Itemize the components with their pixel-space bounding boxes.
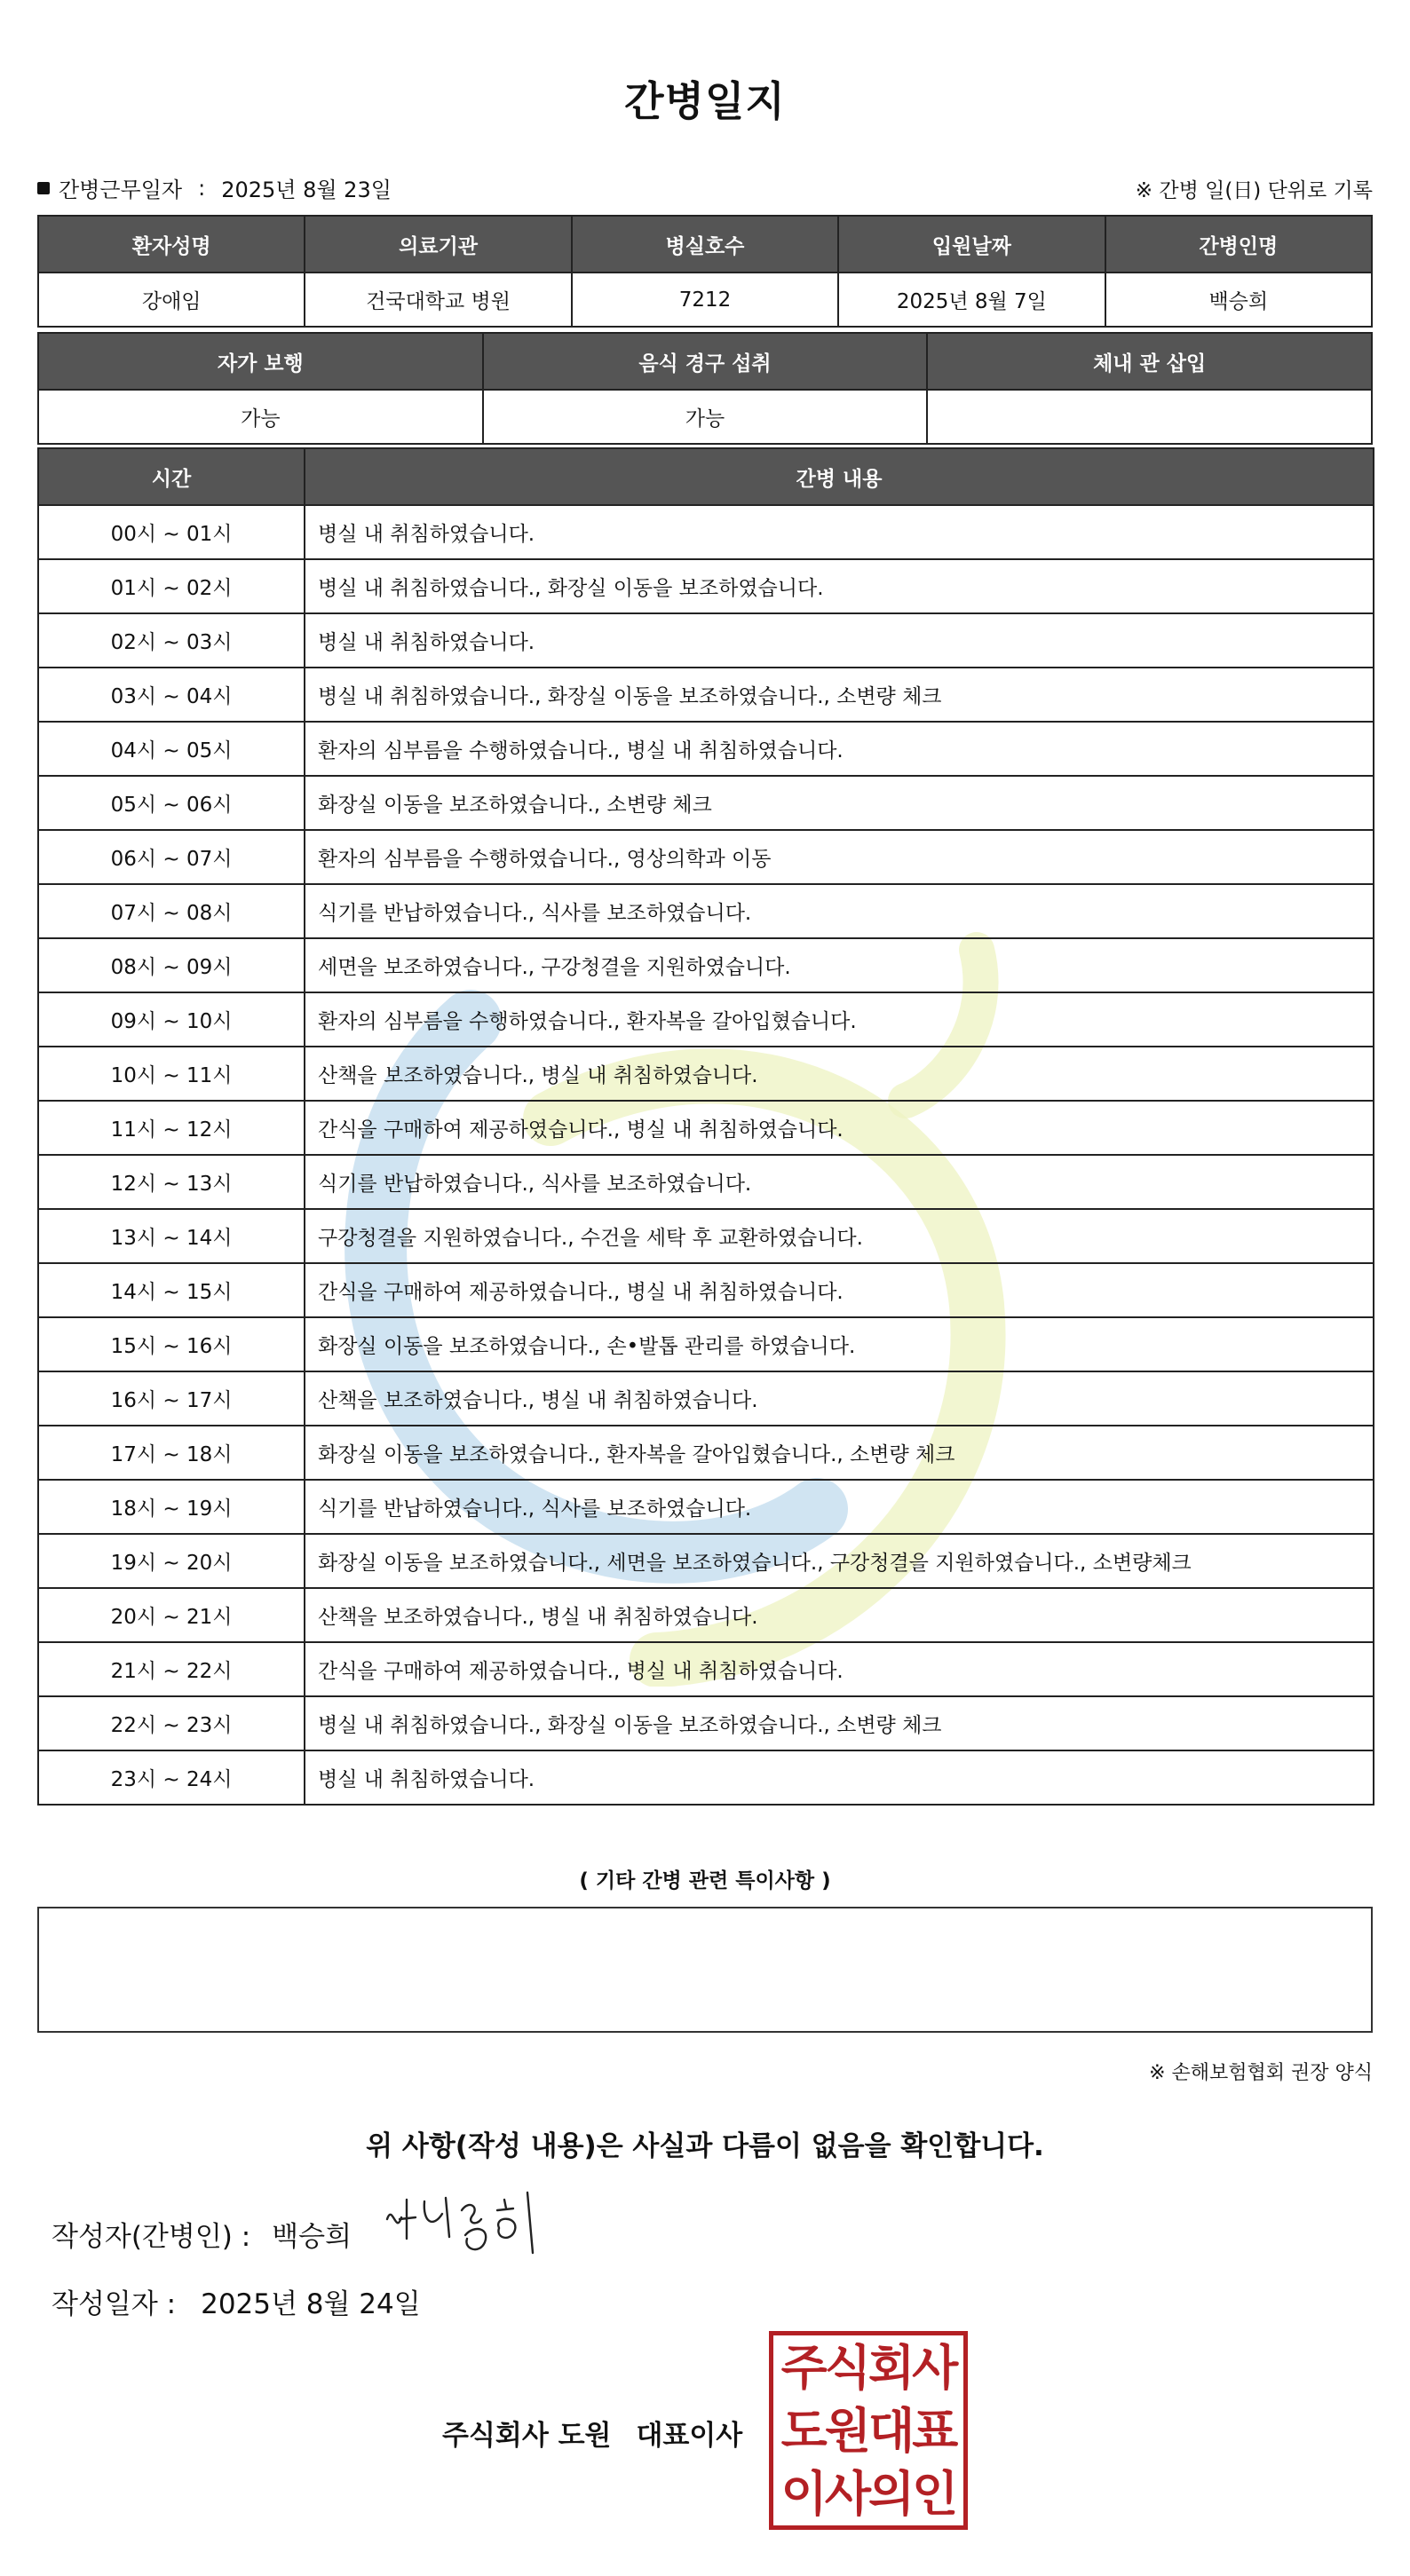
time-cell: 00시 ~ 01시	[38, 505, 305, 559]
time-cell: 01시 ~ 02시	[38, 559, 305, 613]
oral-intake-value: 가능	[483, 390, 928, 444]
room-number: 7212	[572, 273, 838, 327]
table-row	[38, 1047, 1374, 1101]
admission-date: 2025년 8월 7일	[838, 273, 1105, 327]
table-row	[38, 1263, 1374, 1317]
table-header-row	[38, 448, 1374, 505]
time-cell: 09시 ~ 10시	[38, 992, 305, 1047]
time-cell: 20시 ~ 21시	[38, 1588, 305, 1642]
separator: :	[198, 175, 206, 201]
table-row	[38, 884, 1374, 938]
table-row	[38, 668, 1374, 722]
notes-box	[37, 1907, 1373, 2033]
document-title: 간병일지	[624, 77, 786, 125]
unit-note: ※ 간병 일(日) 단위로 기록	[1135, 179, 1373, 202]
time-cell: 17시 ~ 18시	[38, 1426, 305, 1480]
care-content-cell: 간식을 구매하여 제공하였습니다., 병실 내 취침하였습니다.	[305, 1642, 1374, 1696]
care-content-cell: 세면을 보조하였습니다., 구강청결을 지원하였습니다.	[305, 938, 1374, 992]
care-log-table	[37, 447, 1374, 1806]
table-row	[38, 559, 1374, 613]
table-header-row	[38, 333, 1372, 390]
care-content-cell: 환자의 심부름을 수행하였습니다., 영상의학과 이동	[305, 830, 1374, 884]
table-row	[38, 938, 1374, 992]
header-oral-intake: 음식 경구 섭취	[483, 333, 928, 390]
confirmation-statement: 위 사항(작성 내용)은 사실과 다름이 없음을 확인합니다.	[366, 2130, 1044, 2162]
time-cell: 18시 ~ 19시	[38, 1480, 305, 1534]
care-content-cell: 산책을 보조하였습니다., 병실 내 취침하였습니다.	[305, 1371, 1374, 1426]
header-time: 시간	[38, 448, 305, 505]
time-cell: 14시 ~ 15시	[38, 1263, 305, 1317]
time-cell: 04시 ~ 05시	[38, 722, 305, 776]
care-content-cell: 화장실 이동을 보조하였습니다., 세면을 보조하였습니다., 구강청결을 지원하였습니다., 소변량체크	[305, 1534, 1374, 1588]
time-cell: 12시 ~ 13시	[38, 1155, 305, 1209]
care-content-cell: 화장실 이동을 보조하였습니다., 소변량 체크	[305, 776, 1374, 830]
header-caregiver: 간병인명	[1105, 216, 1372, 273]
care-content-cell: 식기를 반납하였습니다., 식사를 보조하였습니다.	[305, 1480, 1374, 1534]
header-walking: 자가 보행	[38, 333, 483, 390]
table-row	[38, 1642, 1374, 1696]
header-patient-name: 환자성명	[38, 216, 305, 273]
care-content-cell: 병실 내 취침하였습니다., 화장실 이동을 보조하였습니다., 소변량 체크	[305, 668, 1374, 722]
time-cell: 03시 ~ 04시	[38, 668, 305, 722]
care-content-cell: 구강청결을 지원하였습니다., 수건을 세탁 후 교환하였습니다.	[305, 1209, 1374, 1263]
header-room: 병실호수	[572, 216, 838, 273]
table-row	[38, 1480, 1374, 1534]
time-cell: 23시 ~ 24시	[38, 1750, 305, 1805]
care-content-cell: 환자의 심부름을 수행하였습니다., 환자복을 갈아입혔습니다.	[305, 992, 1374, 1047]
header-admission-date: 입원날짜	[838, 216, 1105, 273]
table-header-row	[38, 216, 1372, 273]
table-row	[38, 992, 1374, 1047]
time-cell: 16시 ~ 17시	[38, 1371, 305, 1426]
notes-title: ( 기타 간병 관련 특이사항 )	[579, 1869, 831, 1892]
care-content-cell: 병실 내 취침하였습니다., 화장실 이동을 보조하였습니다.	[305, 559, 1374, 613]
work-date-label: 간병근무일자	[59, 178, 183, 202]
table-row	[38, 1209, 1374, 1263]
table-row	[38, 722, 1374, 776]
table-row	[38, 1750, 1374, 1805]
care-content-cell: 병실 내 취침하였습니다., 화장실 이동을 보조하였습니다., 소변량 체크	[305, 1696, 1374, 1750]
care-log-rows	[38, 505, 1374, 1805]
seal-line-3: 이사의인	[780, 2465, 956, 2523]
company-name: 주식회사 도원	[442, 2420, 612, 2452]
time-cell: 22시 ~ 23시	[38, 1696, 305, 1750]
time-cell: 02시 ~ 03시	[38, 613, 305, 668]
table-row	[38, 1155, 1374, 1209]
patient-ability-table	[37, 332, 1373, 445]
care-content-cell: 식기를 반납하였습니다., 식사를 보조하였습니다.	[305, 1155, 1374, 1209]
table-row	[38, 505, 1374, 559]
walking-value: 가능	[38, 390, 483, 444]
patient-name: 강애임	[38, 273, 305, 327]
company-seal-stamp	[769, 2331, 968, 2530]
table-row	[38, 1534, 1374, 1588]
table-row	[38, 1588, 1374, 1642]
time-cell: 15시 ~ 16시	[38, 1317, 305, 1371]
care-content-cell: 병실 내 취침하였습니다.	[305, 613, 1374, 668]
bullet-icon	[37, 182, 50, 194]
care-content-cell: 산책을 보조하였습니다., 병실 내 취침하였습니다.	[305, 1047, 1374, 1101]
writer-line	[51, 2214, 352, 2254]
writer-label: 작성자(간병인) :	[51, 2221, 251, 2253]
written-date-label: 작성일자 :	[51, 2288, 177, 2320]
table-row	[38, 1696, 1374, 1750]
table-row	[38, 1371, 1374, 1426]
seal-line-1: 주식회사	[780, 2338, 956, 2396]
recommend-note: ※ 손해보험협회 권장 양식	[1149, 2062, 1373, 2084]
time-cell: 10시 ~ 11시	[38, 1047, 305, 1101]
table-row	[38, 613, 1374, 668]
time-cell: 08시 ~ 09시	[38, 938, 305, 992]
work-date	[37, 172, 392, 203]
care-content-cell: 병실 내 취침하였습니다.	[305, 505, 1374, 559]
table-row	[38, 830, 1374, 884]
header-hospital: 의료기관	[305, 216, 571, 273]
caregiver-name: 백승희	[1105, 273, 1372, 327]
care-content-cell: 화장실 이동을 보조하였습니다., 환자복을 갈아입혔습니다., 소변량 체크	[305, 1426, 1374, 1480]
table-row	[38, 1101, 1374, 1155]
time-cell: 06시 ~ 07시	[38, 830, 305, 884]
care-content-cell: 산책을 보조하였습니다., 병실 내 취침하였습니다.	[305, 1588, 1374, 1642]
care-content-cell: 간식을 구매하여 제공하였습니다., 병실 내 취침하였습니다.	[305, 1263, 1374, 1317]
care-content-cell: 식기를 반납하였습니다., 식사를 보조하였습니다.	[305, 884, 1374, 938]
hospital: 건국대학교 병원	[305, 273, 571, 327]
care-content-cell: 환자의 심부름을 수행하였습니다., 병실 내 취침하였습니다.	[305, 722, 1374, 776]
table-row	[38, 390, 1372, 444]
seal-text	[773, 2335, 963, 2525]
care-content-cell: 화장실 이동을 보조하였습니다., 손•발톱 관리를 하였습니다.	[305, 1317, 1374, 1371]
header-care-content: 간병 내용	[305, 448, 1374, 505]
time-cell: 05시 ~ 06시	[38, 776, 305, 830]
time-cell: 07시 ~ 08시	[38, 884, 305, 938]
seal-line-2: 도원대표	[780, 2401, 956, 2459]
representative-title: 대표이사	[636, 2420, 743, 2452]
handwritten-signature	[380, 2184, 549, 2268]
time-cell: 11시 ~ 12시	[38, 1101, 305, 1155]
written-date-value: 2025년 8월 24일	[201, 2288, 421, 2320]
header-tube-insertion: 체내 관 삽입	[927, 333, 1372, 390]
table-row	[38, 1426, 1374, 1480]
time-cell: 21시 ~ 22시	[38, 1642, 305, 1696]
company-signature-line	[442, 2413, 742, 2453]
written-date-line	[51, 2281, 421, 2321]
patient-info-table	[37, 215, 1373, 328]
tube-insertion-value	[927, 390, 1372, 444]
writer-name: 백승희	[272, 2221, 352, 2253]
time-cell: 19시 ~ 20시	[38, 1534, 305, 1588]
table-row	[38, 1317, 1374, 1371]
care-content-cell: 병실 내 취침하였습니다.	[305, 1750, 1374, 1805]
table-row	[38, 776, 1374, 830]
time-cell: 13시 ~ 14시	[38, 1209, 305, 1263]
care-content-cell: 간식을 구매하여 제공하였습니다., 병실 내 취침하였습니다.	[305, 1101, 1374, 1155]
work-date-value: 2025년 8월 23일	[221, 178, 392, 202]
table-row	[38, 273, 1372, 327]
